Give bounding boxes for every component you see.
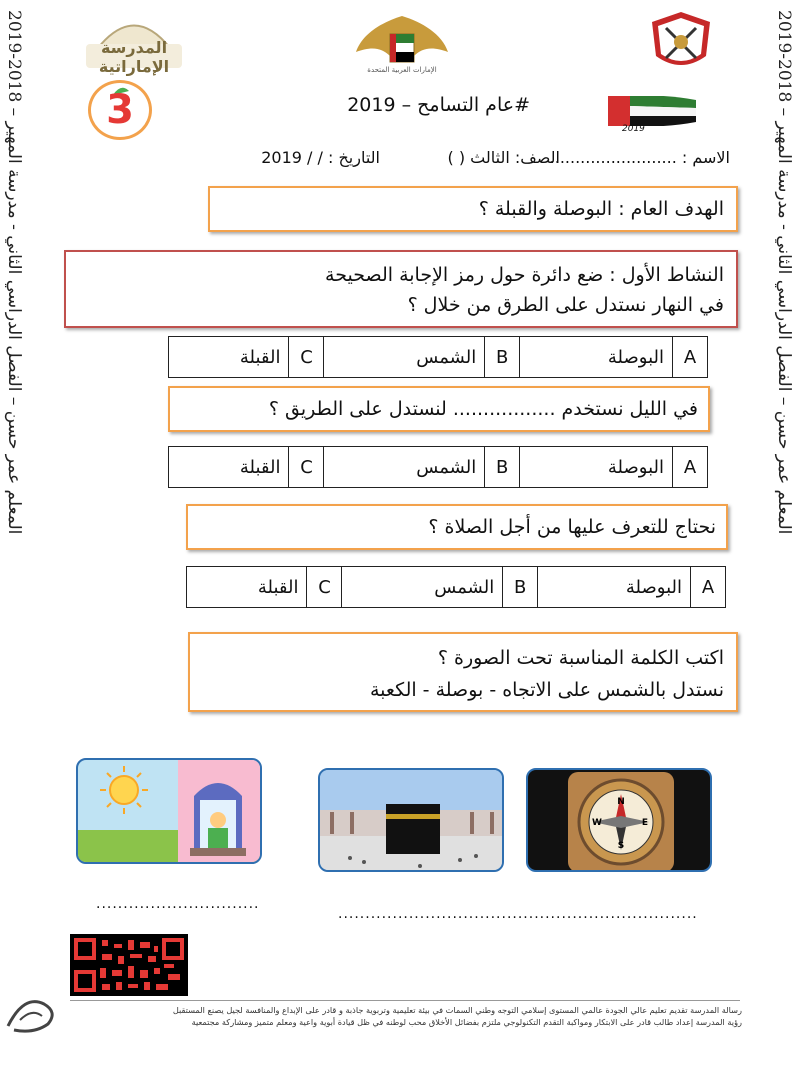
goal-box (208, 186, 738, 232)
grade-number: 3 (106, 87, 134, 133)
question-2-box (168, 386, 710, 432)
compass-icon (528, 770, 712, 872)
eagle-emblem-icon (352, 12, 452, 70)
flag-icon (608, 96, 698, 126)
left-side-text (0, 0, 40, 1080)
kaaba-picture (318, 768, 504, 872)
option-b-letter[interactable]: B (503, 567, 538, 608)
left-side-label: المعلم عمر حسن – الفصل الدراسي الثاني - مدرسة المهير – 2018-2019 (4, 10, 24, 535)
shield-icon (646, 8, 716, 74)
option-c-text[interactable]: القبلة (169, 447, 289, 488)
option-c-text[interactable]: القبلة (169, 337, 289, 378)
option-c-letter[interactable]: C (289, 337, 324, 378)
year-title: #عام التسامح – 2019 (347, 94, 530, 116)
option-b-letter[interactable]: B (485, 447, 520, 488)
answer-line-right[interactable]: .................................................................. (338, 906, 698, 922)
activity-instruction: النشاط الأول : ضع دائرة حول رمز الإجابة الصحيحة (325, 264, 724, 286)
option-a-letter[interactable]: A (691, 567, 726, 608)
option-c-text[interactable]: القبلة (187, 567, 307, 608)
school-logo (78, 8, 190, 76)
flag-caption: 2019 (622, 124, 645, 134)
write-task-title: اكتب الكلمة المناسبة تحت الصورة ؟ (437, 647, 724, 669)
qr-code[interactable] (70, 934, 188, 996)
compass-n: N (617, 797, 625, 807)
calligraphy-logo (4, 990, 64, 1036)
compass-s: S (617, 841, 625, 851)
footer-divider (70, 1000, 740, 1001)
school-message: رسالة المدرسة تقديم تعليم عالي الجودة عالمي المستوى إسلامي التوجه وطني السمات في بيئة تعليمية وتربوية جاذبة و قادر على الإبداع والمنافسة لجيل يصنع المستقبل (172, 1005, 742, 1015)
grade-badge (88, 80, 152, 140)
option-b-text[interactable]: الشمس (342, 567, 503, 608)
option-c-letter[interactable]: C (307, 567, 342, 608)
option-a-text[interactable]: البوصلة (520, 337, 673, 378)
sun-house-icon (78, 760, 262, 864)
option-a-text[interactable]: البوصلة (520, 447, 673, 488)
school-vision: رؤية المدرسة إعداد طالب قادر على الابتكار ومواكبة التقدم التكنولوجي ملتزم بفضائل الأخلاق محب لوطنه في ظل قيادة أبوية واعية ومعلم متميز ومشاركة مجتمعية (191, 1017, 742, 1027)
school-logo-text: المدرسة الإماراتية (98, 38, 170, 76)
class-field[interactable]: الصف: الثالث ( ) (447, 148, 560, 167)
footer-text (70, 1004, 742, 1028)
option-b-text[interactable]: الشمس (324, 337, 485, 378)
compass-e: E (641, 818, 649, 828)
sun-window-picture (76, 758, 262, 864)
kaaba-icon (320, 770, 504, 872)
right-side-text (770, 0, 810, 1080)
answer-line-left[interactable]: .............................. (96, 896, 260, 912)
question-2: في الليل نستخدم ................. لنستدل على الطريق ؟ (268, 398, 698, 420)
goal-text: الهدف العام : البوصلة والقبلة ؟ (478, 198, 724, 220)
question-1: في النهار نستدل على الطرق من خلال ؟ (407, 294, 724, 316)
abu-dhabi-logo (646, 8, 716, 74)
word-bank: نستدل بالشمس على الاتجاه - بوصلة - الكعبة (370, 679, 724, 701)
calligraphy-icon (4, 990, 64, 1036)
qr-code-icon (70, 934, 188, 996)
option-a-text[interactable]: البوصلة (538, 567, 691, 608)
write-task-box (188, 632, 738, 712)
option-c-letter[interactable]: C (289, 447, 324, 488)
compass-w: W (592, 818, 602, 828)
options-row-1 (168, 336, 708, 378)
date-field[interactable]: التاريخ : / / 2019 (261, 148, 380, 167)
option-a-letter[interactable]: A (673, 337, 708, 378)
option-b-letter[interactable]: B (485, 337, 520, 378)
option-a-letter[interactable]: A (673, 447, 708, 488)
options-row-3 (186, 566, 726, 608)
compass-picture (526, 768, 712, 872)
uae-emblem (352, 12, 452, 78)
activity-box (64, 250, 738, 328)
name-field[interactable]: الاسم : ......................... (549, 148, 730, 167)
option-b-text[interactable]: الشمس (324, 447, 485, 488)
question-3-box (186, 504, 728, 550)
right-side-label: المعلم عمر حسن – الفصل الدراسي الثاني - مدرسة المهير – 2018-2019 (774, 10, 794, 535)
emblem-caption: الإمارات العربية المتحدة (367, 66, 437, 74)
question-3: نحتاج للتعرف عليها من أجل الصلاة ؟ (428, 516, 716, 538)
uae-flag (608, 96, 698, 136)
options-row-2 (168, 446, 708, 488)
